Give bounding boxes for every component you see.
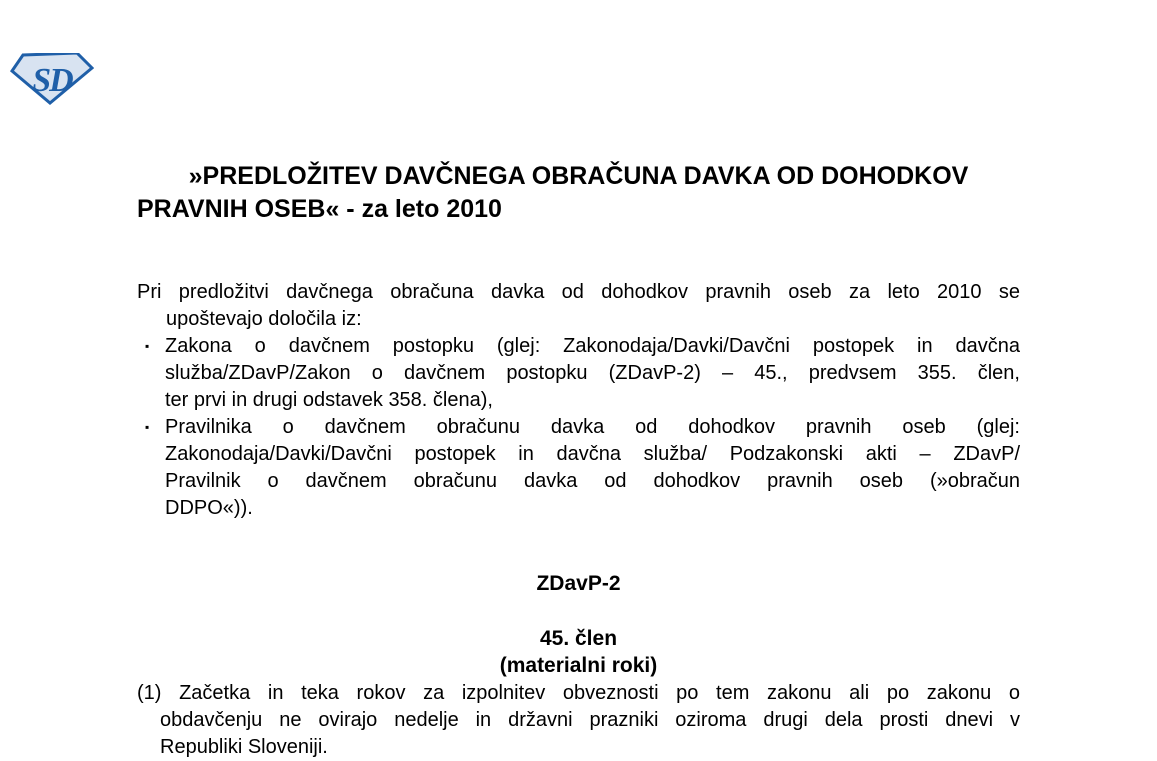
intro-paragraph xyxy=(137,279,1020,333)
text-line: »PREDLOŽITEV DAVČNEGA OBRAČUNA DAVKA OD DOHODKOV xyxy=(188,162,969,190)
list-item xyxy=(137,414,1020,522)
text-line: upoštevajo določila iz: xyxy=(166,308,362,330)
text-line: obdavčenju ne ovirajo nedelje in državni prazniki oziroma drugi dela prosti dnevi v xyxy=(160,709,1020,731)
sd-logo xyxy=(10,53,94,105)
bullet-text xyxy=(165,414,1020,522)
document-title xyxy=(137,160,1020,226)
bullet-marker-icon: ▪ xyxy=(145,420,150,434)
law-name-heading: ZDavP-2 xyxy=(536,572,621,595)
article-number-heading: 45. člen xyxy=(539,627,618,650)
list-item xyxy=(137,333,1020,414)
bullet-marker-icon: ▪ xyxy=(145,339,150,353)
text-line: Pravilnika o davčnem obračunu davka od dohodkov pravnih oseb (glej: xyxy=(165,416,1020,438)
text-line: Pri predložitvi davčnega obračuna davka od dohodkov pravnih oseb za leto 2010 se xyxy=(137,281,1020,303)
reference-list xyxy=(137,333,1020,522)
text-line: PRAVNIH OSEB« - za leto 2010 xyxy=(137,195,502,223)
text-line: Republiki Sloveniji. xyxy=(160,736,328,758)
bullet-text xyxy=(165,333,1020,414)
text-line: DDPO«)). xyxy=(165,497,253,519)
text-line: ter prvi in drugi odstavek 358. člena), xyxy=(165,389,493,411)
article-title-heading: (materialni roki) xyxy=(499,654,658,677)
text-line: (1) Začetka in teka rokov za izpolnitev obveznosti po tem zakonu ali po zakonu o xyxy=(137,682,1020,704)
text-line: Zakona o davčnem postopku (glej: Zakonodaja/Davki/Davčni postopek in davčna xyxy=(165,335,1020,357)
paragraph-1 xyxy=(137,680,1020,761)
text-line: Pravilnik o davčnem obračunu davka od dohodkov pravnih oseb (»obračun xyxy=(165,470,1020,492)
text-line: Zakonodaja/Davki/Davčni postopek in davčna služba/ Podzakonski akti – ZDavP/ xyxy=(165,443,1020,465)
text-line: služba/ZDavP/Zakon o davčnem postopku (ZDavP-2) – 45., predvsem 355. člen, xyxy=(165,362,1020,384)
logo-letters: SD xyxy=(32,62,72,99)
